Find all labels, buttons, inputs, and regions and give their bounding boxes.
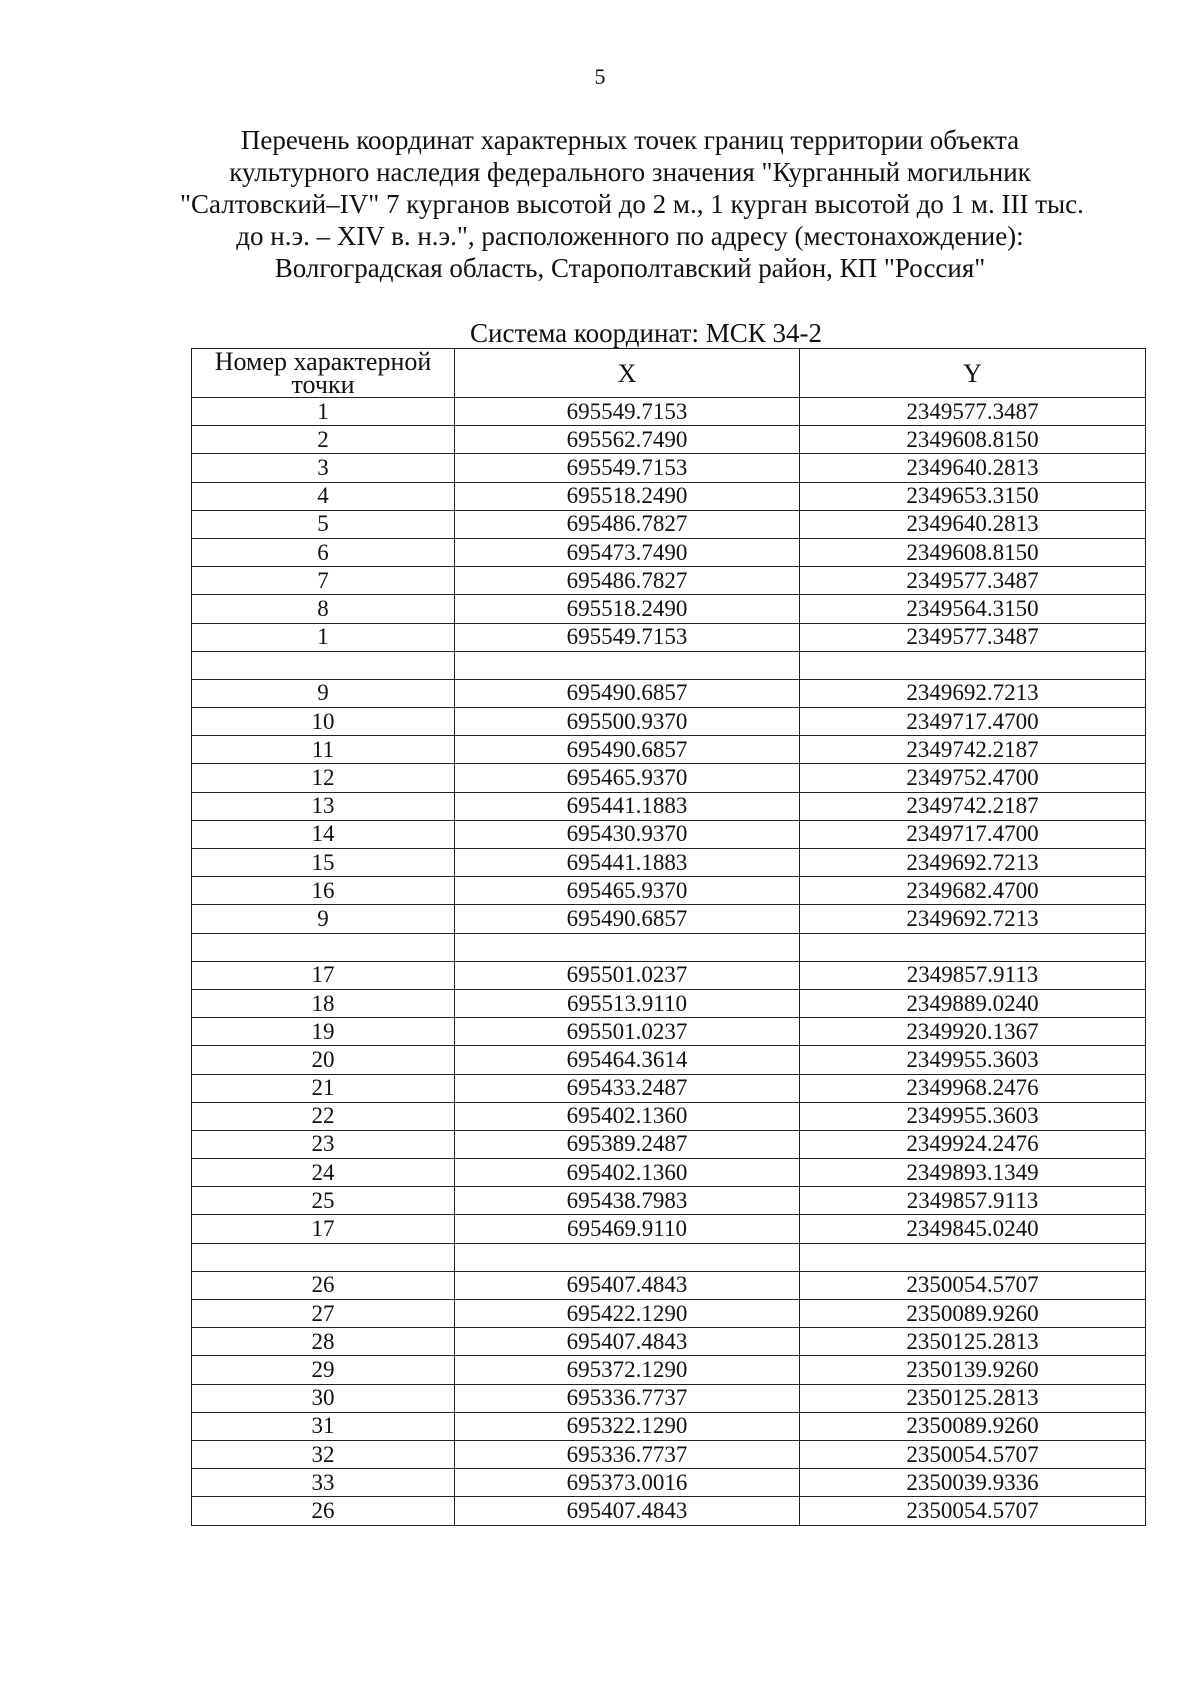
cell-point-number: 7 <box>192 567 455 595</box>
cell-point-number: 12 <box>192 764 455 792</box>
title-line: культурного наследия федерального значения "Курганный могильник <box>229 157 1031 187</box>
cell-point-number: 21 <box>192 1074 455 1102</box>
cell-point-number: 24 <box>192 1159 455 1187</box>
table-header-row <box>192 349 1146 398</box>
cell-y: 2349955.3603 <box>800 1046 1146 1074</box>
cell-point-number: 3 <box>192 454 455 482</box>
cell-y: 2349692.7213 <box>800 905 1146 933</box>
cell-y: 2349564.3150 <box>800 595 1146 623</box>
cell-y: 2350054.5707 <box>800 1271 1146 1299</box>
cell-x: 695500.9370 <box>455 708 800 736</box>
cell-y: 2349682.4700 <box>800 877 1146 905</box>
table-row <box>192 1412 1146 1440</box>
table-row <box>192 398 1146 426</box>
table-row <box>192 1018 1146 1046</box>
cell-y: 2349893.1349 <box>800 1159 1146 1187</box>
cell-y: 2349742.2187 <box>800 792 1146 820</box>
cell-y: 2350125.2813 <box>800 1384 1146 1412</box>
cell-point-number: 10 <box>192 708 455 736</box>
cell-x: 695549.7153 <box>455 454 800 482</box>
table-row <box>192 595 1146 623</box>
coordinates-table <box>191 348 1146 1526</box>
cell-y: 2349845.0240 <box>800 1215 1146 1243</box>
cell-y: 2350089.9260 <box>800 1300 1146 1328</box>
cell-y: 2349653.3150 <box>800 482 1146 510</box>
table-row <box>192 1187 1146 1215</box>
cell-x: 695402.1360 <box>455 1102 800 1130</box>
title-line: Волгоградская область, Старополтавский район, КП "Россия" <box>274 253 986 283</box>
cell-point-number: 1 <box>192 398 455 426</box>
cell-point-number: 18 <box>192 989 455 1017</box>
header-x: X <box>455 349 800 398</box>
cell-point-number: 4 <box>192 482 455 510</box>
title-line: Перечень координат характерных точек границ территории объекта <box>240 125 1020 155</box>
cell-x: 695464.3614 <box>455 1046 800 1074</box>
coordinate-system-caption: Система координат: МСК 34-2 <box>470 318 822 348</box>
table-row <box>192 989 1146 1017</box>
cell-point-number: 30 <box>192 1384 455 1412</box>
cell-point-number: 32 <box>192 1440 455 1468</box>
cell-x: 695407.4843 <box>455 1271 800 1299</box>
cell-x: 695402.1360 <box>455 1159 800 1187</box>
cell-x: 695490.6857 <box>455 905 800 933</box>
cell-y: 2349717.4700 <box>800 820 1146 848</box>
cell-point-number: 5 <box>192 510 455 538</box>
table-row <box>192 1102 1146 1130</box>
table-row <box>192 538 1146 566</box>
cell-point-number: 16 <box>192 877 455 905</box>
cell-x: 695372.1290 <box>455 1356 800 1384</box>
cell-y: 2349692.7213 <box>800 679 1146 707</box>
cell-y <box>800 651 1146 679</box>
cell-x: 695441.1883 <box>455 849 800 877</box>
table-row <box>192 764 1146 792</box>
cell-x <box>455 933 800 961</box>
table-row <box>192 792 1146 820</box>
cell-x: 695322.1290 <box>455 1412 800 1440</box>
table-row <box>192 482 1146 510</box>
cell-y: 2349889.0240 <box>800 989 1146 1017</box>
table-row <box>192 623 1146 651</box>
cell-y: 2350039.9336 <box>800 1469 1146 1497</box>
cell-point-number: 11 <box>192 736 455 764</box>
cell-y <box>800 1243 1146 1271</box>
cell-point-number: 1 <box>192 623 455 651</box>
cell-x: 695465.9370 <box>455 764 800 792</box>
table-row <box>192 708 1146 736</box>
table-row <box>192 1271 1146 1299</box>
table-row <box>192 961 1146 989</box>
cell-y: 2349608.8150 <box>800 426 1146 454</box>
table-row <box>192 877 1146 905</box>
cell-point-number: 27 <box>192 1300 455 1328</box>
cell-y: 2349577.3487 <box>800 623 1146 651</box>
cell-y: 2349717.4700 <box>800 708 1146 736</box>
cell-point-number <box>192 651 455 679</box>
cell-point-number: 8 <box>192 595 455 623</box>
cell-y: 2349752.4700 <box>800 764 1146 792</box>
cell-x <box>455 651 800 679</box>
table-row <box>192 933 1146 961</box>
cell-x: 695562.7490 <box>455 426 800 454</box>
cell-y: 2350054.5707 <box>800 1497 1146 1525</box>
cell-y: 2349920.1367 <box>800 1018 1146 1046</box>
cell-point-number: 6 <box>192 538 455 566</box>
cell-y: 2349608.8150 <box>800 538 1146 566</box>
page-number: 5 <box>594 64 606 89</box>
table-row <box>192 426 1146 454</box>
cell-x: 695501.0237 <box>455 961 800 989</box>
cell-x: 695389.2487 <box>455 1130 800 1158</box>
header-y: Y <box>800 349 1146 398</box>
cell-point-number: 31 <box>192 1412 455 1440</box>
table-row <box>192 1046 1146 1074</box>
cell-y <box>800 933 1146 961</box>
cell-y: 2349968.2476 <box>800 1074 1146 1102</box>
cell-point-number: 9 <box>192 905 455 933</box>
cell-point-number: 25 <box>192 1187 455 1215</box>
cell-y: 2349857.9113 <box>800 1187 1146 1215</box>
cell-y: 2349640.2813 <box>800 454 1146 482</box>
table-row <box>192 1328 1146 1356</box>
cell-x: 695407.4843 <box>455 1328 800 1356</box>
table-row <box>192 1356 1146 1384</box>
cell-y: 2350089.9260 <box>800 1412 1146 1440</box>
title-line: "Салтовский–IV" 7 курганов высотой до 2 м., 1 курган высотой до 1 м. III тыс. <box>180 189 1084 219</box>
title-line: до н.э. – XIV в. н.э.", расположенного по адресу (местонахождение): <box>236 221 1024 251</box>
cell-point-number <box>192 933 455 961</box>
table-row <box>192 1159 1146 1187</box>
table-row <box>192 905 1146 933</box>
cell-point-number: 23 <box>192 1130 455 1158</box>
cell-x: 695513.9110 <box>455 989 800 1017</box>
cell-y: 2350139.9260 <box>800 1356 1146 1384</box>
cell-x: 695490.6857 <box>455 679 800 707</box>
cell-x: 695430.9370 <box>455 820 800 848</box>
cell-x: 695486.7827 <box>455 510 800 538</box>
cell-y: 2350054.5707 <box>800 1440 1146 1468</box>
table-row <box>192 679 1146 707</box>
cell-x: 695336.7737 <box>455 1440 800 1468</box>
cell-point-number: 19 <box>192 1018 455 1046</box>
table-row <box>192 1497 1146 1525</box>
cell-point-number: 15 <box>192 849 455 877</box>
cell-x: 695486.7827 <box>455 567 800 595</box>
cell-x: 695469.9110 <box>455 1215 800 1243</box>
cell-x: 695473.7490 <box>455 538 800 566</box>
table-row <box>192 1469 1146 1497</box>
cell-x: 695518.2490 <box>455 595 800 623</box>
table-row <box>192 1440 1146 1468</box>
cell-x: 695518.2490 <box>455 482 800 510</box>
cell-point-number: 2 <box>192 426 455 454</box>
table-row <box>192 651 1146 679</box>
cell-y: 2349742.2187 <box>800 736 1146 764</box>
cell-y: 2349577.3487 <box>800 567 1146 595</box>
cell-point-number: 20 <box>192 1046 455 1074</box>
cell-point-number: 26 <box>192 1271 455 1299</box>
table-row <box>192 736 1146 764</box>
cell-x: 695433.2487 <box>455 1074 800 1102</box>
table-row <box>192 454 1146 482</box>
cell-x: 695549.7153 <box>455 398 800 426</box>
header-point-number: Номер характерной точки <box>192 349 455 398</box>
table-row <box>192 820 1146 848</box>
cell-point-number: 29 <box>192 1356 455 1384</box>
table-row <box>192 1130 1146 1158</box>
table-row <box>192 567 1146 595</box>
cell-point-number: 26 <box>192 1497 455 1525</box>
cell-x: 695490.6857 <box>455 736 800 764</box>
cell-point-number: 17 <box>192 961 455 989</box>
cell-y: 2349640.2813 <box>800 510 1146 538</box>
cell-y: 2349924.2476 <box>800 1130 1146 1158</box>
cell-x: 695441.1883 <box>455 792 800 820</box>
cell-y: 2349692.7213 <box>800 849 1146 877</box>
table-row <box>192 510 1146 538</box>
cell-point-number: 13 <box>192 792 455 820</box>
cell-x: 695422.1290 <box>455 1300 800 1328</box>
cell-point-number: 17 <box>192 1215 455 1243</box>
table-row <box>192 1384 1146 1412</box>
table-row <box>192 1215 1146 1243</box>
document-title <box>180 124 1084 284</box>
cell-point-number: 28 <box>192 1328 455 1356</box>
cell-x: 695336.7737 <box>455 1384 800 1412</box>
cell-point-number: 14 <box>192 820 455 848</box>
cell-x: 695501.0237 <box>455 1018 800 1046</box>
cell-y: 2350125.2813 <box>800 1328 1146 1356</box>
cell-point-number <box>192 1243 455 1271</box>
cell-y: 2349857.9113 <box>800 961 1146 989</box>
table-row <box>192 1300 1146 1328</box>
cell-x: 695373.0016 <box>455 1469 800 1497</box>
cell-y: 2349577.3487 <box>800 398 1146 426</box>
table-row <box>192 1243 1146 1271</box>
cell-point-number: 9 <box>192 679 455 707</box>
cell-point-number: 22 <box>192 1102 455 1130</box>
cell-x: 695549.7153 <box>455 623 800 651</box>
cell-point-number: 33 <box>192 1469 455 1497</box>
table-body <box>192 398 1146 1526</box>
cell-x: 695407.4843 <box>455 1497 800 1525</box>
table-row <box>192 849 1146 877</box>
cell-x <box>455 1243 800 1271</box>
cell-x: 695465.9370 <box>455 877 800 905</box>
cell-x: 695438.7983 <box>455 1187 800 1215</box>
table-row <box>192 1074 1146 1102</box>
cell-y: 2349955.3603 <box>800 1102 1146 1130</box>
